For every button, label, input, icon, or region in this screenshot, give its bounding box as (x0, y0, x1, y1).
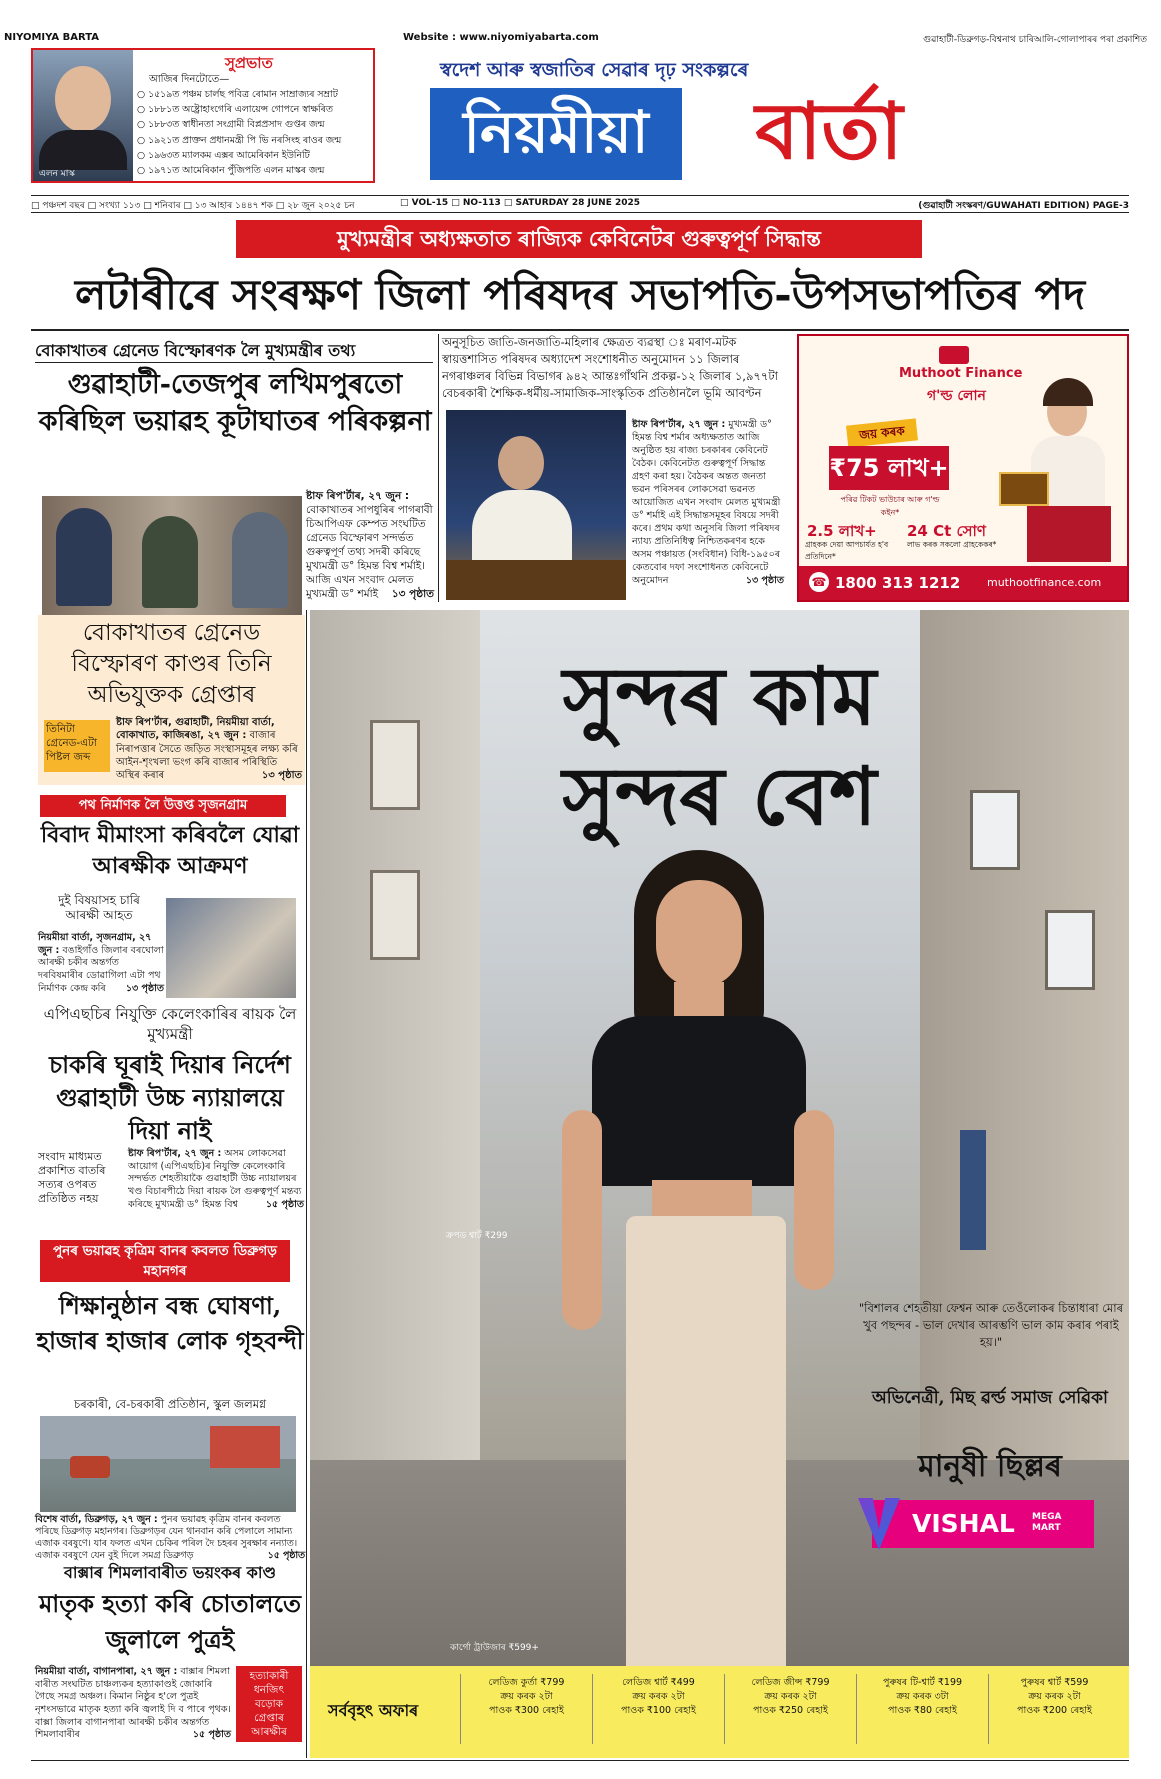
muthoot-model (1017, 376, 1121, 562)
vishal-brand: VISHAL (912, 1509, 1015, 1538)
logo-part2-area (682, 88, 976, 180)
flood-photo (40, 1416, 296, 1512)
vishal-headline-1: সুন্দৰ কাম (562, 649, 877, 743)
list-item: ○ ১৯৬৩ত ম্যালকম এক্সৰ আমেৰিকান ইউনিটি (137, 149, 310, 161)
logo-part2: বাৰ্তা (755, 86, 903, 177)
vishal-credit: অভিনেত্ৰী, মিছ ৱৰ্ল্ড সমাজ সেৱিকা (872, 1388, 1108, 1408)
muthoot-win: জয় কৰক (846, 418, 918, 447)
list-item: ○ ১৮৮১ত অষ্ট্ৰোহাংগেৰি এলায়েন্স গোপনে স্বাক্ষৰিত (137, 104, 333, 116)
paper-tag: NIYOMIYA BARTA (4, 32, 100, 43)
story4-kicker: এপিএছচিৰ নিযুক্তি কেলেংকাৰিৰ ৰায়ক লৈ মুখ্যমন্ত্ৰী (43, 1005, 297, 1043)
dateline-mid: □ VOL-15 □ NO-113 □ SATURDAY 28 JUNE 2025 (400, 198, 641, 208)
portrait-photo (33, 50, 133, 181)
story2-sidebar: তিনিটা গ্ৰেনেড-এটা পিষ্টল জব্দ (44, 720, 110, 772)
vishal-model (556, 810, 856, 1710)
story1-body: ষ্টাফ ৰিপ'ৰ্টাৰ, ২৭ জুন : বোকাখাতৰ সাপধুৰিৰ পাগৰাবী চিআপিএফ কেম্পত সংঘটিত গ্ৰেনেড বিস্ফোৰণ সন্দৰ্ভত গুৰুত্বপূৰ্ণ তথ্য সদৰী কৰিছে মুখ্যমন্ত্ৰী ড° হিমন্ত বিশ্ব শৰ্মাই। আজি এখন সংবাদ মেলত মুখ্যমন্ত্ৰী ড° শৰ্মাই ১৩ পৃষ্ঠাত (306, 490, 434, 600)
muthoot-stat1: 2.5 লাখ+ (807, 522, 877, 540)
portrait-caption: এলন মাস্ক (39, 169, 75, 179)
tagline: স্বদেশ আৰু স্বজাতিৰ সেৱাৰ দৃঢ় সংকল্পৰে (440, 59, 749, 81)
vishal-headline-2: সুন্দৰ বেশ (562, 749, 877, 843)
story6-kicker: বাক্সাৰ শিমলাবাৰীত ভয়ংকৰ কাণ্ড (63, 1563, 277, 1582)
suprovat-title: সুপ্ৰভাত (225, 54, 273, 72)
vishal-logo[interactable] (872, 1500, 1094, 1548)
muthoot-footer (799, 566, 1127, 600)
story5-sub: চৰকাৰী, বে-চৰকাৰী প্ৰতিষ্ঠান, স্কুল জলমগ্ন (73, 1397, 266, 1411)
building-right (920, 610, 1129, 1510)
story1-kicker: বোকাখাতৰ গ্ৰেনেড বিস্ফোৰণক লৈ মুখ্যমন্ত্ৰীৰ তথ্য (35, 341, 356, 360)
muthoot-stat2: 24 Ct সোণ (907, 522, 986, 540)
dateline-right: (গুৱাহাটী সংস্কৰণ/GUWAHATI EDITION) PAGE-3 (918, 201, 1129, 211)
muthoot-url[interactable]: muthootfinance.com (987, 576, 1102, 589)
lead-kicker: মুখ্যমন্ত্ৰীৰ অধ্যক্ষতাত ৰাজ্যিক কেবিনেটৰ গুৰুত্বপূৰ্ণ সিদ্ধান্ত (337, 226, 821, 251)
lead-headline[interactable]: লটাৰীৰে সংৰক্ষণ জিলা পৰিষদৰ সভাপতি-উপসভাপতিৰ পদ (74, 270, 1086, 319)
story6-headline[interactable]: মাতৃক হত্যা কৰি চোতালতে জুলালে পুত্ৰই (38, 1589, 301, 1654)
cm-photo (446, 410, 626, 600)
muthoot-product: গ'ল্ড লোন (927, 388, 986, 404)
offer-item: লেডিজ জীন্স ₹799 ক্ৰয় কৰক ২টা পাওক ₹250 ৰেহাই (724, 1674, 856, 1744)
muthoot-brand: Muthoot Finance (899, 366, 1023, 381)
logo-part1: নিয়মীয়া (463, 98, 649, 166)
muthoot-prize-sub: পৰিৱ টিকট ভাউচাৰ আৰু গ'ল্ড কইন* (840, 495, 940, 517)
dateline-left: □ পঞ্চদশ বছৰ □ সংখ্যা ১১৩ □ শনিবাৰ □ ১৩ আহাৰ ১৪৪৭ শক □ ২৮ জুন ২০২৫ চন (31, 201, 355, 211)
vishal-brand-sub: MEGA MART (1032, 1512, 1062, 1533)
story3-headline[interactable]: বিবাদ মীমাংসা কৰিবলৈ যোৱা আৰক্ষীক আক্ৰমণ (40, 822, 300, 879)
list-item: ○ ১৯৭১ত আমেৰিকান পুঁজিপতি এলন মাস্কৰ জন্ম (137, 165, 325, 177)
story5-headline[interactable]: শিক্ষানুষ্ঠান বন্ধ ঘোষণা, হাজাৰ হাজাৰ লোক গৃহবন্দী (36, 1291, 304, 1355)
story2-body: ষ্টাফ ৰিপ'ৰ্টাৰ, গুৱাহাটী, নিয়মীয়া বাৰ্তা, বোকাখাত, কাজিৰঙা, ২৭ জুন : বাজাৰ নিৰাপত্তাৰ সৈতে জড়িত সংস্থাসমূহৰ লক্ষ্য কৰি আইন-শৃংখলা ভংগ কৰি বাজাৰ পৰিস্থিতি অস্থিৰ কৰাৰ ১৩ পৃষ্ঠাত (116, 717, 302, 782)
accused-photo (42, 496, 302, 616)
vishal-quote: "বিশালৰ শেহতীয়া ফেশ্বন আৰু তেওঁলোকৰ চিন্তাধাৰা মোৰ খুব পছন্দৰ - ভাল দেখাৰ আৰম্ভণি ভাল কাম কৰাৰ পৰাই হয়।" (858, 1301, 1124, 1349)
story2-headline[interactable]: বোকাখাতৰ গ্ৰেনেড বিস্ফোৰণ কাণ্ডৰ তিনি অভিযুক্তক গ্ৰেপ্তাৰ (71, 620, 272, 708)
offer-band (310, 1666, 1129, 1758)
muthoot-logo-icon (939, 346, 969, 364)
suprovat-list (137, 87, 341, 178)
suprovat-subtitle: আজিৰ দিনটোতে— (149, 74, 230, 85)
story4-headline[interactable]: চাকৰি ঘূৰাই দিয়াৰ নিৰ্দেশ গুৱাহাটী উচ্চ ন্যায়ালয়ে দিয়া নাই (49, 1050, 291, 1145)
story4-side: সংবাদ মাধ্যমত প্ৰকাশিত বাতৰি সত্যৰ ওপৰত প্ৰতিষ্ঠিত নহয় (38, 1150, 106, 1205)
story4-body: ষ্টাফ ৰিপ'ৰ্টাৰ, ২৭ জুন : অসম লোকসেৱা আয়োগ (এপিএছচি)ৰ নিযুক্তি কেলেংকাৰি সন্দৰ্ভত শেহতীয়াকৈ গুৱাহাটী উচ্চ ন্যায়ালয়ৰ খণ্ড বিচাৰপীঠে দিয়া ৰায়ক লৈ গুৰুত্বপূৰ্ণ মন্তব্য কৰিছে মুখ্যমন্ত্ৰী ড° হিমন্ত বিশ্ব ১৫ পৃষ্ঠাত (128, 1148, 304, 1210)
story5-kicker-bar (40, 1240, 290, 1282)
offer-label: সৰ্ববৃহৎ অফাৰ (328, 1701, 419, 1720)
offer-list (460, 1674, 1120, 1744)
vishal-name: মানুষী ছিল্লৰ (918, 1449, 1062, 1484)
story3-body: নিয়মীয়া বাৰ্তা, সৃজনগ্ৰাম, ২৭ জুন : বঙাইগাঁও জিলাৰ বৰঘোলা আৰক্ষী চকীৰ অন্তৰ্গত দৰবিষমাৰীৰ ডোৱাগিলা এটা পথ নিৰ্মাণক কেন্দ্ৰ কৰি ১৩ পৃষ্ঠাত (38, 932, 164, 994)
story5-body: বিশেষ বাৰ্তা, ডিব্ৰুগড়, ২৭ জুন : পুনৰ ভয়াৱহ কৃত্ৰিম বানৰ কবলত পৰিছে ডিব্ৰুগড় মহানগৰ। ডিব্ৰুগড়ৰ যেন থানবান কৰি পেলালে সামান্য এজাক বৰষুণে। যাৰ ফলত এখন চেকিৰ পৰিল দৈ চহৰৰ সুৰক্ষাৰ নন্যাত। এজাক বৰষুণে যেন বুই দিলে সমগ্ৰ ডিব্ৰুগড় ১৫ পৃষ্ঠাত (35, 1514, 305, 1561)
publication-places: গুৱাহাটী-ডিব্ৰুগড়-বিশ্বনাথ চাৰিআলি-গোলাপাৰৰ পৰা প্ৰকাশিত (923, 35, 1147, 45)
story6-body: নিয়মীয়া বাৰ্তা, বাগানপাৰা, ২৭ জুন : বাক্সাৰ শিমলা বাৰীত সংঘটিত চাঞ্চল্যকৰ হত্যাকাণ্ডই জোকাৰি গৈছে সমগ্ৰ অঞ্চল। কিমান নিষ্ঠুৰ হ'লে পুত্ৰই নৃশংসভাৱে মাতৃক হত্যা কৰি জ্বলাই দি ব পাৰে পৃথক। বাক্সা জিলাৰ বাগানপাৰা আৰক্ষী চকীৰ অন্তৰ্গত শিমলাবাৰীৰ ১৫ পৃষ্ঠাত (35, 1666, 231, 1741)
website-label[interactable]: Website : www.niyomiyabarta.com (403, 32, 599, 43)
story1-headline[interactable]: গুৱাহাটী-তেজপুৰ লখিমপুৰতো কৰিছিল ভয়াৱহ কূটাঘাতৰ পৰিকল্পনা (38, 369, 432, 437)
muthoot-phone[interactable]: 1800 313 1212 (835, 574, 961, 592)
vishal-ad[interactable] (310, 610, 1129, 1758)
offer-item: পুৰুষৰ টি-শ্বাৰ্ট ₹199 ক্ৰয় কৰক ৩টা পাওক ₹80 ৰেহাই (856, 1674, 988, 1744)
lead-kicker-bar (236, 220, 922, 258)
phone-icon: ☎ (809, 572, 829, 592)
cabinet-body: ষ্টাফ ৰিপ'ৰ্টাৰ, ২৭ জুন : মুখ্যমন্ত্ৰী ড° হিমন্ত বিশ্ব শৰ্মাৰ অধ্যক্ষতাত আজি অনুষ্ঠিত হয় ৰাজ্য চৰকাৰৰ কেবিনেট বৈঠক। কেবিনেটত গুৰুত্বপূৰ্ণ সিদ্ধান্ত গ্ৰহণ কৰা হয়। বৈঠকৰ অন্তত জনতা ভৱন পৰিসৰৰ লোকসেৱা ভৱনত আয়োজিত এখন সংবাদ মেলত মুখ্যমন্ত্ৰী ড° শৰ্মাই এই সিদ্ধান্তসমূহৰ বিষয়ে সদৰী কৰে। প্ৰথম কথা অনুসৰি জিলা পৰিষদৰ ন্যায্য প্ৰতিনিধিত্ব নিশ্চিতকৰণৰ হকে অসম পঞ্চায়ত (সংবিধান) বিধি-১৯৫০ৰ কেতবোৰ দফা সংশোধনত কেবিনেটে অনুমোদন ১৩ পৃষ্ঠাত (632, 419, 784, 586)
suprovat-box (31, 48, 375, 183)
story6-sidebar: হত্যাকাৰী ধনজিৎ বড়োক গ্ৰেপ্তাৰ আৰক্ষীৰ (236, 1666, 302, 1742)
list-item: ○ ১৫১৯ত পঞ্চম চাৰ্লছ পবিত্ৰ ৰোমান সাম্ৰাজ্যৰ সম্ৰাট (137, 89, 338, 100)
offer-item: লেডিজ কুৰ্তা ₹799 ক্ৰয় কৰক ২টা পাওক ₹300 ৰেহাই (460, 1674, 592, 1744)
list-item: ○ ১৯২১ত প্ৰাক্তন প্ৰধানমন্ত্ৰী পি ভি নৰসিংহ ৰাওৰ জন্ম (137, 134, 342, 146)
police-photo (166, 898, 296, 998)
cabinet-deck: অনুসূচিত জাতি-জনজাতি-মহিলাৰ ক্ষেত্ৰত ব্যৱস্থা ঃ মৰাণ-মটক স্বায়ত্তশাসিত পৰিষদৰ অধ্যাদেশ সংশোধনীত অনুমোদন ১১ জিলাৰ নগৰাঞ্চলৰ বিভিন্ন বিভাগৰ ৯৪২ আন্তঃগাঁথনি প্ৰকল্প-১২ জিলাৰ ১,৯৭৭টা বেচৰকাৰী শৈক্ষিক-ধৰ্মীয়-সামাজিক-সাংস্কৃতিক প্ৰতিষ্ঠানলৈ ভূমি আবণ্টন (442, 335, 778, 400)
story5-kicker: পুনৰ ভয়াৱহ কৃত্ৰিম বানৰ কবলত ডিব্ৰুগড় মহানগৰ (53, 1243, 277, 1279)
story3-kicker: পথ নিৰ্মাণক লৈ উত্তপ্ত সৃজনগ্ৰাম (78, 798, 248, 813)
muthoot-ad[interactable] (797, 334, 1129, 602)
offer-item: লেডিজ শ্বাৰ্ট ₹499 ক্ৰয় কৰক ২টা পাওক ₹100 ৰেহাই (592, 1674, 724, 1744)
list-item: ○ ১৮৮৩ত স্বাধীনতা সংগ্ৰামী বিপ্লপ্ৰসাদ গুপ্তৰ জন্ম (137, 119, 325, 131)
muthoot-stat2-sub: লাভ কৰক সকলো গ্ৰাহকেকৰ* (907, 540, 997, 549)
muthoot-stat1-sub: গ্ৰাহকক দেয়া আপচাৰ্যত হ'ব প্ৰতিদিনে* (805, 540, 889, 561)
story3-kicker-bar (40, 795, 286, 817)
muthoot-prize: ₹75 লাখ+ (829, 446, 949, 490)
offer-item: পুৰুষৰ শ্বাৰ্ট ₹599 ক্ৰয় কৰক ২টা পাওক ₹200 ৰেহাই (988, 1674, 1120, 1744)
tag-bottom: কাৰ্গো ট্ৰাউজাৰ ₹599+ (450, 1643, 539, 1653)
story3-sub: দুই বিষয়াসহ চাৰি আৰক্ষী আহত (58, 893, 140, 922)
tag-top: ক্ৰপড শ্বাৰ্ট ₹299 (446, 1231, 508, 1241)
logo-part1-bg (430, 88, 682, 180)
